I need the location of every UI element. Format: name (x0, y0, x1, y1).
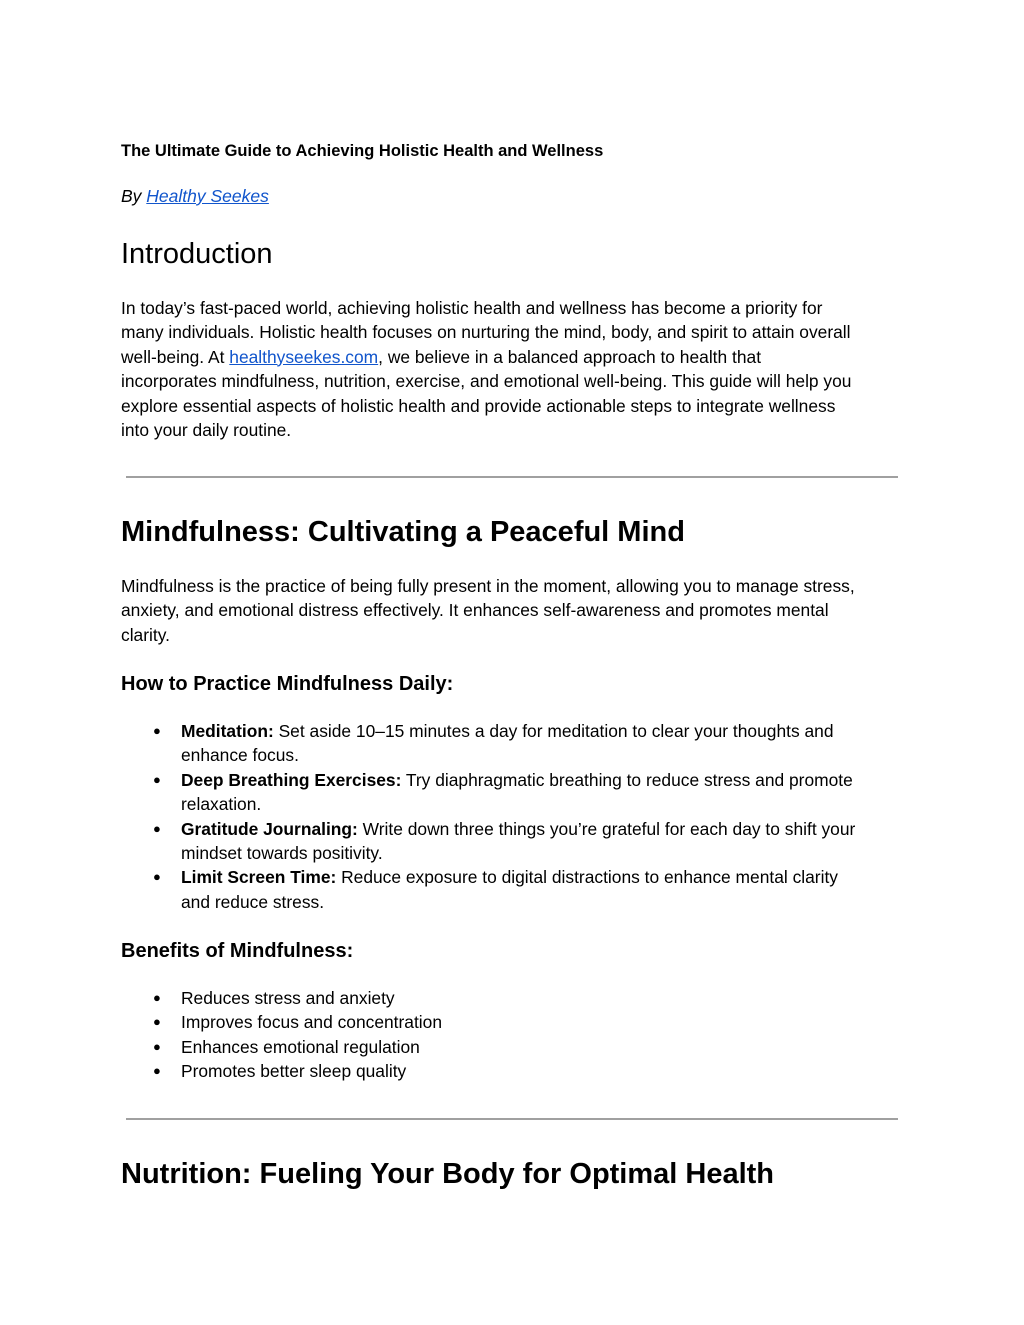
introduction-heading: Introduction (121, 238, 273, 270)
bullet-icon: ● (153, 1014, 161, 1030)
bullet-icon: ● (153, 990, 161, 1005)
list-item-line (181, 719, 911, 743)
list-item-line (181, 865, 911, 889)
list-item-text: Promotes better sleep quality (181, 1061, 407, 1082)
intro-line (121, 345, 911, 369)
healthyseekes-link[interactable]: healthyseekes.com (229, 346, 379, 367)
list-item-line (181, 817, 911, 841)
list-item-term: Limit Screen Time: (181, 867, 337, 888)
benefits-heading: Benefits of Mindfulness: (121, 940, 354, 962)
intro-line: many individuals. Holistic health focuses on nurturing the mind, body, and spirit to attain overall (121, 322, 851, 343)
byline-prefix: By (121, 186, 147, 206)
mindfulness-line: anxiety, and emotional distress effectively. It enhances self-awareness and promotes mental (121, 600, 829, 621)
list-item (121, 1010, 911, 1034)
practice-list (121, 719, 911, 914)
bullet-icon: ● (153, 1038, 161, 1054)
list-item-text: Reduce exposure to digital distractions to enhance mental clarity (336, 867, 838, 888)
bullet-icon: ● (153, 869, 161, 885)
bullet-icon: ● (153, 820, 161, 836)
mindfulness-heading: Mindfulness: Cultivating a Peaceful Mind (121, 516, 685, 548)
mindfulness-line: clarity. (121, 624, 170, 645)
bullet-icon: ● (153, 1063, 161, 1079)
bullet-icon: ● (153, 771, 161, 787)
nutrition-heading: Nutrition: Fueling Your Body for Optimal Health (121, 1158, 775, 1190)
list-item-text: Improves focus and concentration (181, 1012, 443, 1033)
bullet-icon: ● (153, 723, 161, 738)
intro-line: into your daily routine. (121, 420, 292, 441)
list-item-line: enhance focus. (181, 745, 299, 766)
list-item-term: Deep Breathing Exercises: (181, 769, 402, 790)
intro-line: In today’s fast-paced world, achieving holistic health and wellness has become a priority for (121, 298, 823, 318)
list-item-text: Reduces stress and anxiety (181, 988, 395, 1008)
list-item (121, 1035, 911, 1059)
intro-line-suffix: , we believe in a balanced approach to health that (378, 346, 762, 367)
list-item (121, 1059, 911, 1083)
mindfulness-paragraph (121, 574, 911, 647)
list-item-term: Meditation: (181, 721, 274, 741)
intro-line: incorporates mindfulness, nutrition, exercise, and emotional well-being. This guide will help you (121, 371, 852, 392)
intro-line: explore essential aspects of holistic health and provide actionable steps to integrate wellness (121, 395, 836, 416)
list-item (121, 719, 911, 768)
list-item-text: Set aside 10–15 minutes a day for meditation to clear your thoughts and (273, 721, 834, 741)
list-item-line: relaxation. (181, 794, 262, 815)
list-item-line (181, 768, 911, 792)
list-item-line: mindset towards positivity. (181, 843, 383, 864)
mindfulness-line: Mindfulness is the practice of being fully present in the moment, allowing you to manage stress, (121, 576, 855, 596)
intro-line-prefix: well-being. At (121, 346, 230, 367)
list-item-text: Write down three things you’re grateful for each day to shift your (357, 818, 856, 839)
list-item-line: and reduce stress. (181, 891, 325, 912)
horizontal-divider (126, 1118, 898, 1120)
document-title: The Ultimate Guide to Achieving Holistic Health and Wellness (121, 142, 604, 160)
list-item (121, 865, 911, 914)
author-link[interactable]: Healthy Seekes (146, 186, 269, 206)
byline (121, 186, 269, 207)
practice-heading: How to Practice Mindfulness Daily: (121, 673, 454, 695)
introduction-paragraph (121, 296, 911, 442)
horizontal-divider (126, 476, 898, 478)
benefits-list (121, 986, 911, 1084)
list-item-text: Enhances emotional regulation (181, 1036, 420, 1057)
list-item (121, 768, 911, 817)
list-item-term: Gratitude Journaling: (181, 818, 358, 839)
list-item (121, 817, 911, 866)
list-item-text: Try diaphragmatic breathing to reduce stress and promote (401, 769, 853, 790)
list-item (121, 986, 911, 1010)
